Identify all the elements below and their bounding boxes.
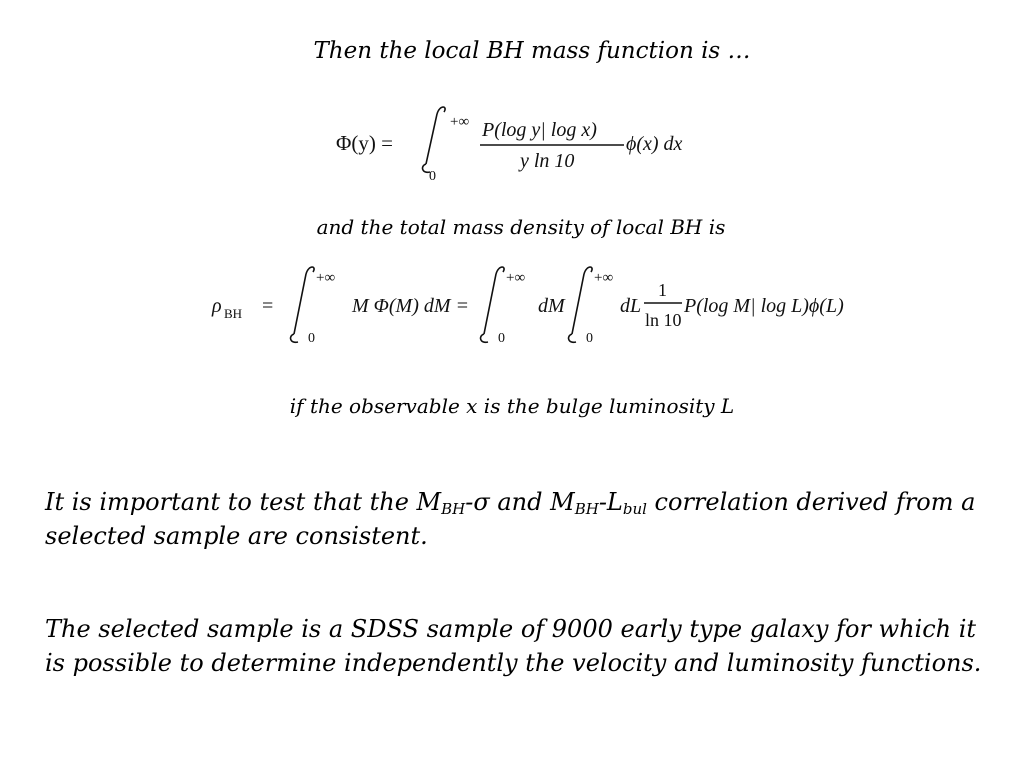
eq2-frac-numerator: 1 <box>658 280 667 300</box>
eq1-lower-limit: 0 <box>429 169 436 184</box>
eq2-int1-lower: 0 <box>308 331 315 346</box>
subheading-observable: if the observable x is the bulge luminosity L <box>289 394 735 418</box>
eq2-term1: M Φ(M) dM = <box>352 295 470 317</box>
eq1-upper-limit: +∞ <box>450 114 470 130</box>
subheading-mass-density: and the total mass density of local BH is <box>316 215 726 239</box>
eq2-int1-upper: +∞ <box>316 270 336 286</box>
eq2-frac-denominator: ln 10 <box>645 310 682 330</box>
eq1-denominator: y ln 10 <box>520 150 575 172</box>
eq1-numerator: P(log y| log x) <box>482 119 597 141</box>
eq2-term2: dM <box>538 295 565 317</box>
paragraph-correlation-test: It is important to test that the $M_{BH}-\sigma$ and $M_{BH}-L_{bul}$ correlation derived from a selected sample are consistent. <box>45 488 976 550</box>
bh-mass-function-equation <box>334 104 714 184</box>
eq2-int2-lower: 0 <box>498 331 505 346</box>
eq1-tail: ϕ(x) dx <box>626 133 683 155</box>
eq2-int3-upper: +∞ <box>594 270 614 286</box>
eq2-int2-upper: +∞ <box>506 270 526 286</box>
paragraph-sdss-sample: The selected sample is a SDSS sample of 9000 early type galaxy for which it is possible to determine independently the velocity and luminosity functions. <box>45 615 982 677</box>
eq2-equals: = <box>262 295 274 317</box>
eq2-rho-subscript: BH <box>224 306 243 321</box>
eq2-rho: ρ <box>212 295 222 317</box>
eq2-tail: P(log M| log L)ϕ(L) <box>684 295 844 317</box>
bh-mass-density-equation <box>210 262 850 350</box>
eq2-term3: dL <box>620 295 642 317</box>
integral-sign-icon <box>423 107 446 172</box>
eq1-lhs: Φ(y) = <box>336 131 393 155</box>
eq2-int3-lower: 0 <box>586 331 593 346</box>
slide-heading: Then the local BH mass function is … <box>313 38 751 64</box>
